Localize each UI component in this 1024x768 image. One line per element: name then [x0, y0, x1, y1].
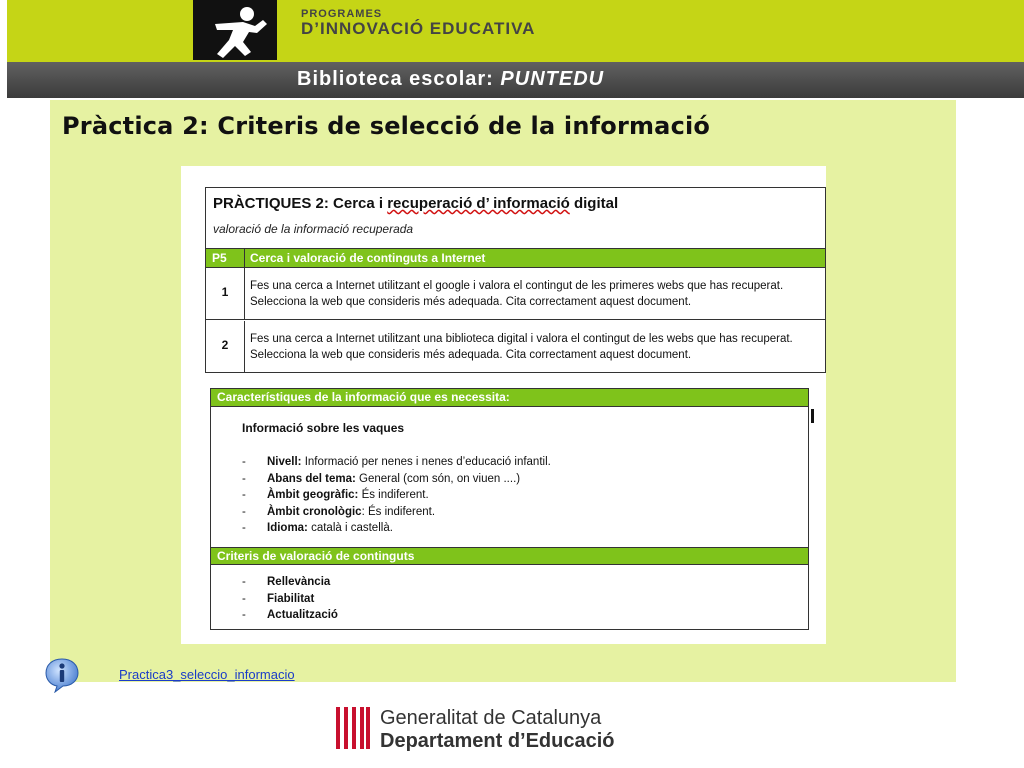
departament-label: Departament d’Educació: [380, 730, 615, 752]
section-header-row: [206, 248, 825, 268]
programes-label: PROGRAMES: [301, 8, 383, 20]
criteria-list: [242, 574, 338, 624]
column-divider: [244, 249, 245, 267]
list-item: - Àmbit cronològic: És indiferent.: [242, 505, 436, 518]
task-text: Fes una cerca a Internet utilitzant el google i valora el contingut de les primeres webs que has recuperat. Selecciona la web que consideris més adequada. Cita correctament aquest document.: [250, 280, 784, 308]
biblioteca-title: [297, 68, 604, 91]
section-code: P5: [212, 251, 227, 265]
list-item: - Idioma: català i castellà.: [242, 522, 393, 534]
underlined-text: recuperació d’ informació: [387, 195, 570, 212]
innovacio-logo: [193, 0, 277, 60]
content-panel: [50, 100, 956, 682]
list-item: - Fiabilitat: [242, 592, 315, 605]
page-title: Pràctica 2: Criteris de selecció de la informació: [62, 112, 711, 140]
criteria-header: Criteris de valoració de continguts: [211, 547, 808, 565]
practice-subheading: valoració de la informació recuperada: [213, 222, 414, 236]
table-edge-mark: [811, 409, 814, 423]
generalitat-logo: [332, 705, 372, 751]
column-divider: [244, 268, 245, 319]
task-row: [206, 321, 825, 373]
list-item: - Abans del tema: General (com són, on viuen ....): [242, 472, 521, 485]
task-number: 1: [221, 285, 229, 299]
practice-document: [181, 166, 826, 644]
task-text: Fes una cerca a Internet utilitzant una biblioteca digital i valora el contingut de les webs que has recuperat. Selecciona la web que consideris més adequada. Cita correctament aquest document.: [250, 333, 793, 361]
task-number: 2: [221, 338, 229, 352]
innovacio-educativa-label: D’INNOVACIÓ EDUCATIVA: [301, 19, 536, 38]
requirements-list: [242, 454, 551, 537]
list-item: - Rellevància: [242, 576, 331, 588]
biblioteca-prefix: Biblioteca escolar:: [297, 68, 494, 90]
practice-table: [205, 187, 826, 373]
generalitat-label: Generalitat de Catalunya: [380, 707, 602, 729]
characteristics-header: Característiques de la informació que es necessita:: [211, 389, 808, 407]
practice-heading: PRÀCTIQUES 2: Cerca i recuperació d’ informació digital: [213, 195, 619, 212]
header-banner: [7, 0, 1024, 62]
section-label: Cerca i valoració de continguts a Internet: [250, 251, 486, 265]
column-divider: [244, 321, 245, 373]
info-icon[interactable]: [44, 657, 80, 693]
puntedu-label: PUNTEDU: [500, 68, 605, 90]
list-item: - Àmbit geogràfic: És indiferent.: [242, 489, 429, 501]
list-item: - Actualització: [242, 609, 338, 621]
info-title: Informació sobre les vaques: [242, 421, 405, 435]
task-row: [206, 268, 825, 320]
practica-link[interactable]: Practica3_seleccio_informacio: [119, 667, 295, 682]
list-item: - Nivell: Informació per nenes i nenes d’educació infantil.: [242, 456, 551, 468]
subtitle-banner: [7, 62, 1024, 98]
criteria-table: [210, 388, 809, 630]
